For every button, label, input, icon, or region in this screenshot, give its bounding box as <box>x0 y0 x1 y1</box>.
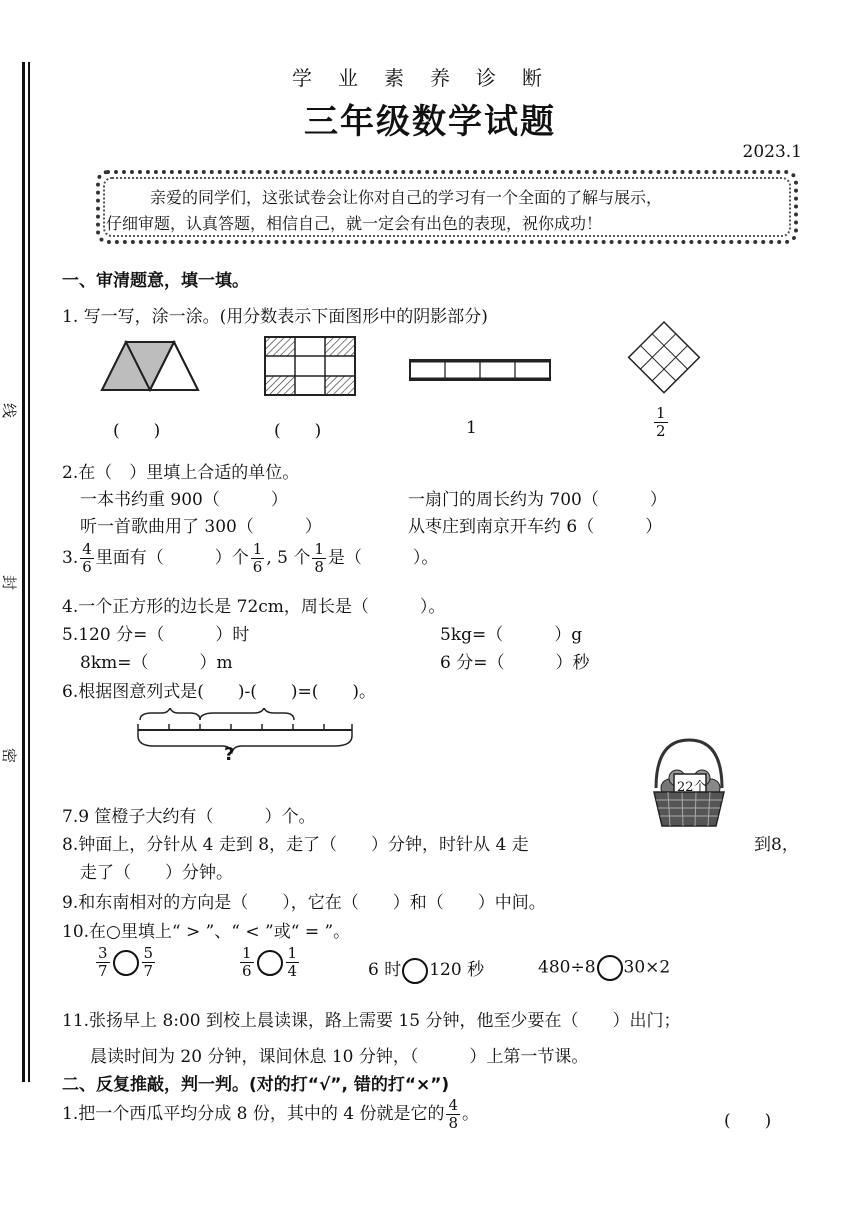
question-9[interactable]: 9.和东南相对的方向是（ ），它在（ ）和（ ）中间。 <box>62 893 546 913</box>
question-11-part-2[interactable]: 晨读时间为 20 分钟，课间休息 10 分钟，（ ）上第一节课。 <box>90 1047 589 1067</box>
compare-item-3 <box>368 955 484 984</box>
rhombus-fraction <box>652 406 670 439</box>
segment-diagram <box>134 708 356 770</box>
exam-date: 2023.1 <box>742 142 802 162</box>
binding-label-secret: 密 <box>0 747 19 764</box>
q5-item-4[interactable]: 6 分=（ ）秒 <box>440 653 590 673</box>
frac-num: 5 <box>143 944 154 962</box>
question-1: 1. 写一写，涂一涂。(用分数表示下面图形中的阴影部分) <box>62 307 488 327</box>
answer-blank-2[interactable]: ( ) <box>274 421 322 441</box>
question-10: 10.在○里填上“ > ”、“ < ”或“ = ”。 <box>62 922 351 942</box>
exam-subtitle: 学业素养诊断 <box>292 66 568 90</box>
judge-q1-text: 1.把一个西瓜平均分成 8 份，其中的 4 份就是它的 <box>62 1104 445 1124</box>
question-2: 2.在（ ）里填上合适的单位。 <box>62 463 300 483</box>
question-4[interactable]: 4.一个正方形的边长是 72cm，周长是（ ）。 <box>62 597 446 617</box>
compare-circle[interactable] <box>597 955 623 981</box>
binding-line-inner <box>28 62 30 1082</box>
frac-den: 7 <box>143 962 154 980</box>
segmented-bar-figure <box>408 358 552 382</box>
judge-q1-end: 。 <box>462 1104 480 1124</box>
question-6[interactable]: 6.根据图意列式是( )-( )=( )。 <box>62 682 377 702</box>
q2-item-2[interactable]: 一扇门的周长约为 700（ ） <box>408 490 667 510</box>
binding-label-seal: 封 <box>0 574 19 591</box>
q5-item-3[interactable]: 8km=（ ）m <box>80 653 233 673</box>
note-line-2: 仔细审题，认真答题，相信自己，就一定会有出色的表现，祝你成功！ <box>106 214 603 233</box>
judge-question-1 <box>62 1098 479 1131</box>
section-1-heading: 一、审清题意，填一填。 <box>62 271 249 291</box>
q5-item-1[interactable]: 5.120 分=（ ）时 <box>62 625 250 645</box>
q3-text-3[interactable]: 是（ ）。 <box>327 548 439 568</box>
page-title: 三年级数学试题 <box>304 102 556 142</box>
note-line-1: 亲爱的同学们，这张试卷会让你对自己的学习有一个全面的了解与展示， <box>150 188 663 207</box>
compare-right: 30×2 <box>623 957 671 978</box>
fraction-denominator: 2 <box>656 422 666 440</box>
compare-item-2 <box>238 946 301 979</box>
diagram-question-mark: ? <box>224 744 235 765</box>
q3-frac3-den: 8 <box>314 558 324 576</box>
compare-circle[interactable] <box>113 950 139 976</box>
compare-left: 6 时 <box>368 960 402 980</box>
q3-text-1[interactable]: 里面有（ ）个 <box>95 548 249 568</box>
frac-den: 8 <box>448 1114 459 1132</box>
q3-frac1-den: 6 <box>82 558 92 576</box>
compare-item-4 <box>538 955 670 981</box>
q3-frac2-den: 6 <box>252 558 263 576</box>
section-2-heading: 二、反复推敲，判一判。(对的打“√”, 错的打“×”) <box>62 1075 450 1095</box>
frac-den: 4 <box>287 962 298 980</box>
basket-label: 22个 <box>677 780 707 795</box>
question-7[interactable]: 7.9 筐橙子大约有（ ）个。 <box>62 807 316 827</box>
compare-left: 480÷8 <box>538 957 596 978</box>
q3-frac1-num: 4 <box>82 540 92 558</box>
question-11-part-1[interactable]: 11.张扬早上 8:00 到校上晨读课，路上需要 15 分钟，他至少要在（ ）出门； <box>62 1011 681 1031</box>
answer-blank-1[interactable]: ( ) <box>113 421 161 441</box>
compare-circle[interactable] <box>257 950 283 976</box>
frac-num: 4 <box>448 1096 459 1114</box>
binding-line <box>22 62 25 1082</box>
fraction-numerator: 1 <box>656 404 666 422</box>
rhombus-grid-figure <box>626 320 702 396</box>
question-3 <box>62 542 438 575</box>
binding-label-line: 线 <box>0 402 19 419</box>
compare-circle[interactable] <box>402 958 428 984</box>
q3-text-2: , 5 个 <box>266 548 311 568</box>
q2-item-4[interactable]: 从枣庄到南京开车约 6（ ） <box>408 517 663 537</box>
hatched-grid-figure <box>264 336 356 396</box>
judge-answer-blank-1[interactable]: ( ) <box>724 1111 772 1131</box>
question-8-part-2: 到8， <box>754 835 799 855</box>
q3-frac3-num: 1 <box>314 540 324 558</box>
q3-number: 3. <box>62 548 79 568</box>
q2-item-1[interactable]: 一本书约重 900（ ） <box>80 490 288 510</box>
frac-den: 7 <box>98 962 108 980</box>
question-8-part-3[interactable]: 走了（ ）分钟。 <box>80 863 233 883</box>
frac-den: 6 <box>242 962 252 980</box>
question-8-part-1[interactable]: 8.钟面上，分针从 4 走到 8，走了（ ）分钟，时针从 4 走 <box>62 835 529 855</box>
compare-right: 120 秒 <box>429 960 485 980</box>
frac-num: 1 <box>242 944 252 962</box>
fraction-bar-label: 1 <box>466 418 477 438</box>
q5-item-2[interactable]: 5kg=（ ）g <box>440 625 583 645</box>
compare-item-1 <box>94 946 157 979</box>
q3-frac2-num: 1 <box>252 540 263 558</box>
frac-num: 3 <box>98 944 108 962</box>
trapezoid-figure <box>100 338 200 394</box>
frac-num: 1 <box>287 944 298 962</box>
q2-item-3[interactable]: 听一首歌曲用了 300（ ） <box>80 517 322 537</box>
